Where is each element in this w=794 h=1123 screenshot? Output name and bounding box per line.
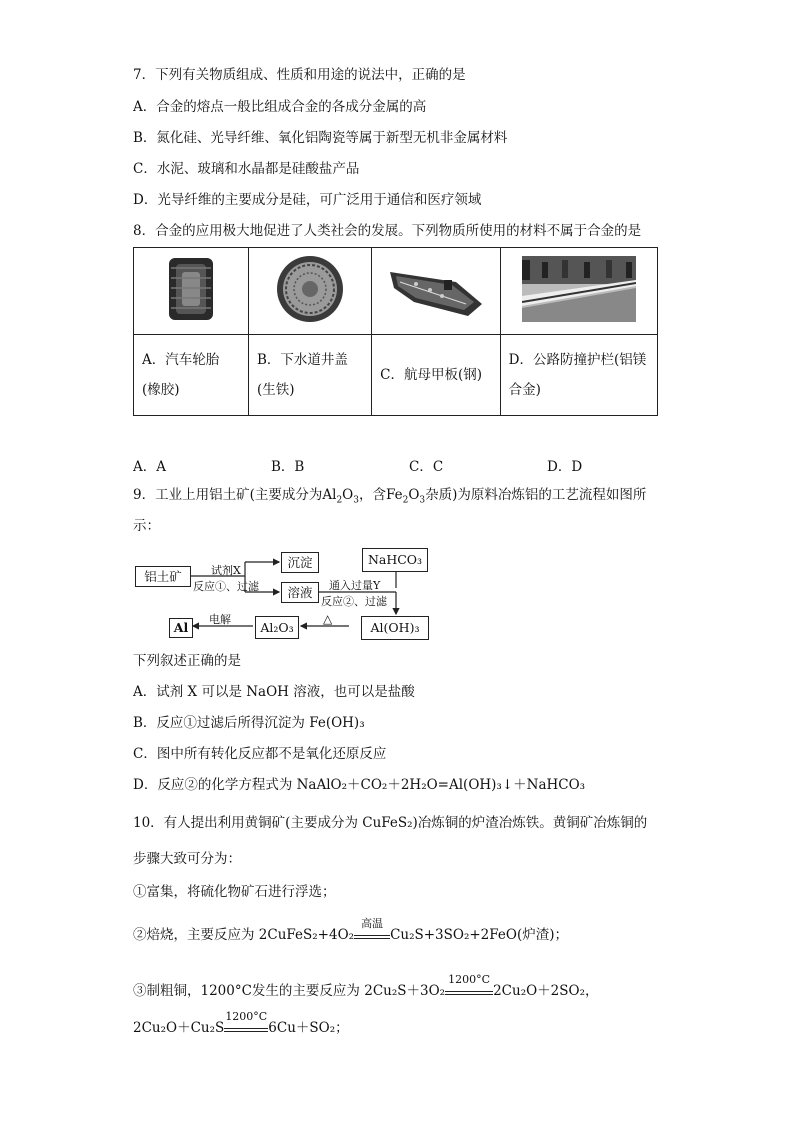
carrier-image-cell — [372, 248, 501, 335]
q8-answer-b: B．B — [271, 459, 305, 475]
q10-step3-eq — [445, 973, 493, 995]
guardrail-image-cell — [500, 248, 657, 335]
q10-step1: ①富集，将硫化物矿石进行浮选； — [133, 884, 336, 900]
q7-option-c: C．水泥、玻璃和水晶都是硅酸盐产品 — [133, 161, 360, 177]
q7-option-b: B．氮化硅、光导纤维、氧化铝陶瓷等属于新型无机非金属材料 — [133, 130, 508, 146]
q8-cell-a-line1: A．汽车轮胎 — [142, 352, 220, 368]
q8-cell-b — [248, 335, 371, 416]
q8-cell-a-line2: (橡胶) — [142, 382, 180, 398]
q9-prompt: 下列叙述正确的是 — [133, 653, 241, 669]
precipitate-box: 沉淀 — [281, 552, 319, 573]
ore-box: 铝土矿 — [135, 566, 191, 587]
q10-step2-eq — [354, 917, 390, 939]
aircraft-carrier-image — [386, 258, 486, 320]
q8-cell-d-line1: D．公路防撞护栏(铝镁 — [508, 352, 647, 368]
q10-step4-cond: 1200°C — [225, 1010, 268, 1023]
solution-box: 溶液 — [281, 582, 319, 603]
guardrail-image — [522, 256, 636, 322]
manhole-cover-image — [275, 254, 345, 324]
reaction1-label: 反应①、过滤 — [193, 580, 259, 593]
q10-step2 — [133, 917, 568, 944]
q10-step2-post: Cu₂S+3SO₂+2FeO(炉渣)； — [390, 927, 568, 943]
manhole-image-cell — [248, 248, 371, 335]
reaction2-label: 反应②、过滤 — [321, 595, 387, 608]
q8-cell-a — [134, 335, 249, 416]
q9-option-b: B．反应①过滤后所得沉淀为 Fe(OH)₃ — [133, 715, 365, 731]
q10-step2-pre: ②焙烧，主要反应为 2CuFeS₂+4O₂ — [133, 927, 355, 943]
pass-y-label: 通入过量Y — [329, 579, 381, 592]
q8-cell-d-line2: 合金) — [508, 382, 541, 398]
q8-answer-c: C．C — [409, 459, 444, 475]
q10-step3-cond: 1200°C — [448, 973, 491, 986]
q8-cell-c — [372, 335, 501, 416]
q8-cell-c-line1: C．航母甲板(钢) — [380, 367, 482, 383]
q8-cell-b-line2: (生铁) — [256, 382, 295, 398]
reagent-label: 试剂X — [211, 564, 241, 577]
q9-option-c: C．图中所有转化反应都不是氧化还原反应 — [133, 746, 387, 762]
q8-cell-b-line1: B．下水道井盖 — [256, 352, 348, 368]
q8-cell-d — [500, 335, 657, 416]
q9-stem-line2: 示： — [133, 518, 160, 534]
q9-option-a: A．试剂 X 可以是 NaOH 溶液，也可以是盐酸 — [133, 684, 415, 700]
q9-stem-line1: 9．工业上用铝土矿(主要成分为$Al_2O_3$，含$Fe_2O_3$杂质)为原料冶炼铝的工艺流程如图所 — [133, 487, 647, 506]
q8-stem: 8．合金的应用极大地促进了人类社会的发展。下列物质所使用的材料不属于合金的是 — [133, 223, 642, 239]
al-box: Al — [169, 618, 193, 638]
q7-stem: 7．下列有关物质组成、性质和用途的说法中，正确的是 — [133, 67, 466, 83]
q10-step4-post: 6Cu＋SO₂； — [268, 1020, 349, 1036]
al2o3-box: Al₂O₃ — [255, 616, 299, 639]
q10-step3-post: 2Cu₂O＋2SO₂， — [493, 983, 599, 999]
q7-option-a: A．合金的熔点一般比组成合金的各成分金属的高 — [133, 99, 427, 115]
aloh3-box: Al(OH)₃ — [361, 616, 429, 640]
tire-image — [166, 256, 216, 322]
q10-step4 — [133, 1010, 349, 1037]
q10-stem-line2: 步骤大致可分为： — [133, 851, 241, 867]
heat-label: △ — [323, 612, 333, 626]
q7-option-d: D．光导纤维的主要成分是硅，可广泛用于通信和医疗领域 — [133, 192, 482, 208]
q10-step3-pre: ③制粗铜，1200°C发生的主要反应为 2Cu₂S＋3O₂ — [133, 983, 446, 999]
q8-answer-d: D．D — [547, 459, 583, 475]
q8-answer-a: A．A — [133, 459, 166, 475]
q9-option-d: D．反应②的化学方程式为 NaAlO₂＋CO₂＋2H₂O=Al(OH)₃↓＋NaHCO₃ — [133, 777, 586, 793]
q10-stem-line1: 10．有人提出利用黄铜矿(主要成分为 CuFeS₂)冶炼铜的炉渣冶炼铁。黄铜矿冶炼铜的 — [133, 815, 648, 831]
nahco3-box: NaHCO₃ — [362, 548, 428, 572]
q10-step2-cond: 高温 — [361, 917, 384, 930]
tire-image-cell — [134, 248, 249, 335]
q8-table — [133, 247, 658, 416]
q10-step3 — [133, 973, 599, 1000]
q10-step4-eq — [224, 1010, 268, 1032]
electrolysis-label: 电解 — [209, 613, 231, 626]
q10-step4-pre: 2Cu₂O＋Cu₂S — [133, 1020, 225, 1036]
